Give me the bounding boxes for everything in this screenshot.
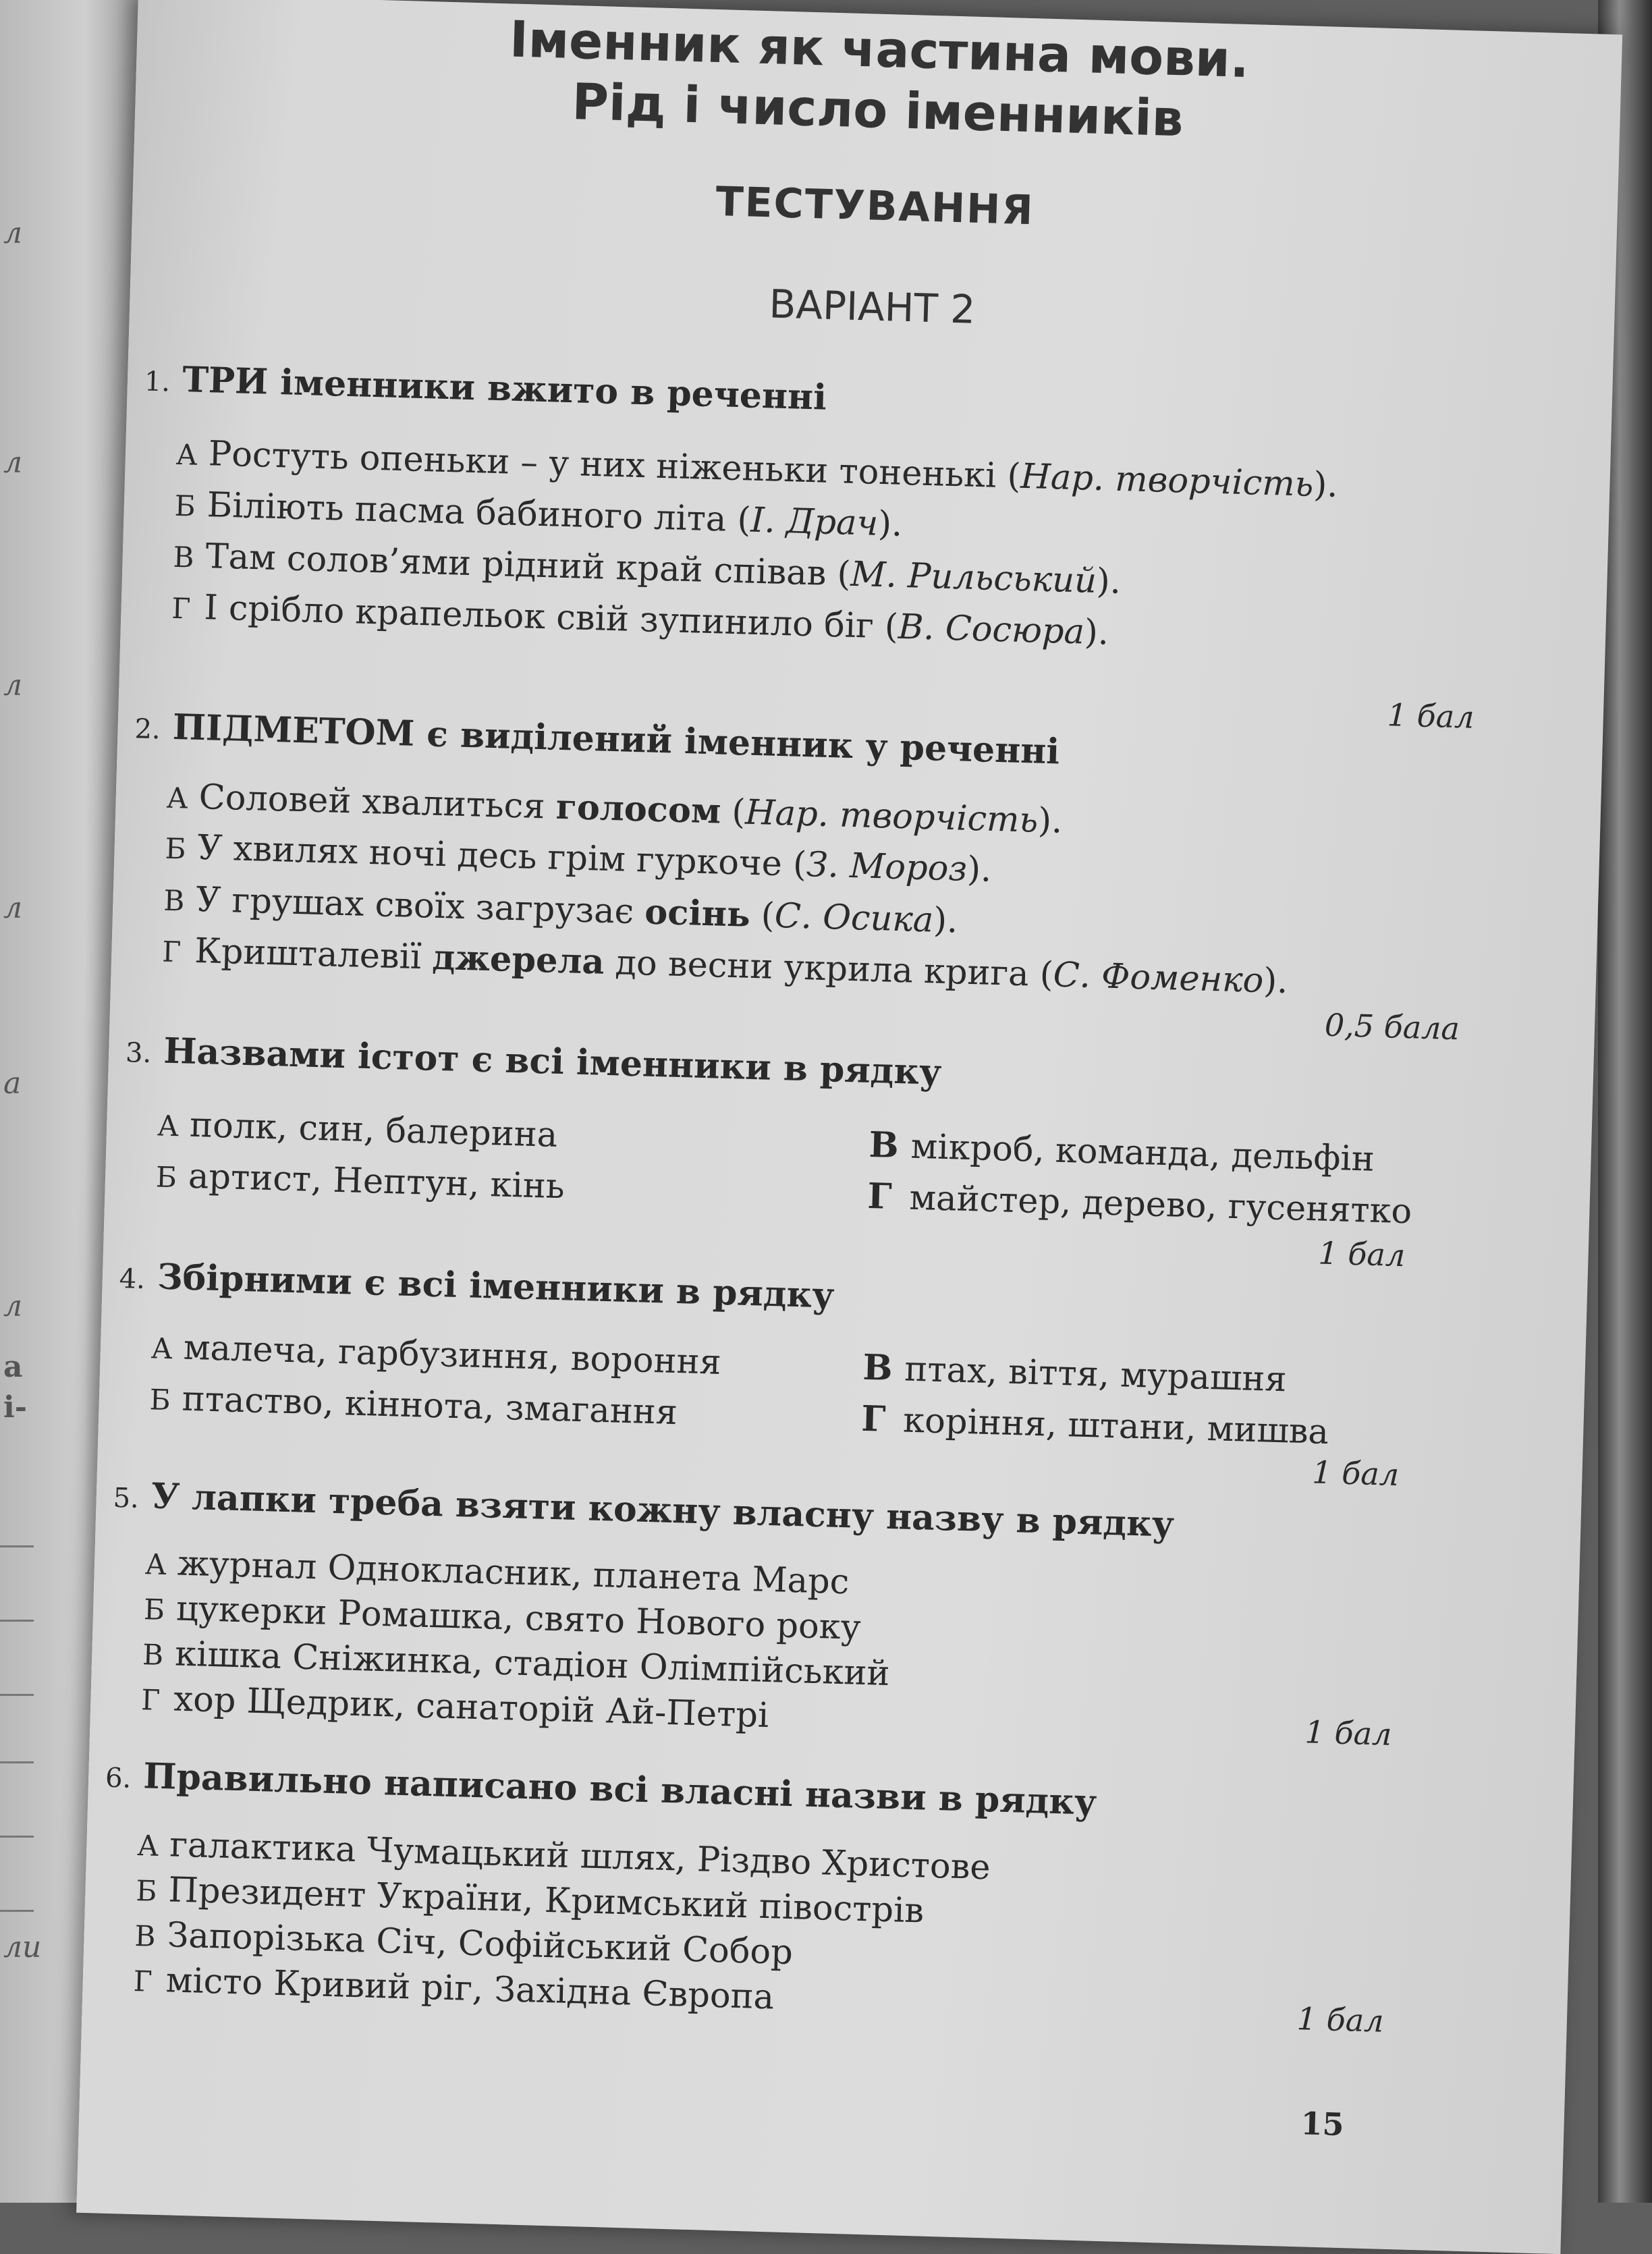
question-number: 3.	[125, 1037, 152, 1070]
option-letter: Б	[143, 1593, 165, 1627]
option-end: ).	[877, 503, 904, 545]
option-text: Соловей хвалиться	[198, 777, 557, 827]
option-text: полк, син, балерина	[189, 1105, 558, 1155]
left-page-rule	[0, 1836, 34, 1838]
option-letter: В	[134, 1919, 157, 1953]
option-text: малеча, гарбузиння, вороння	[183, 1327, 722, 1383]
option-text: Кришталевії	[194, 931, 433, 978]
question-points: 1 бал	[1311, 1454, 1400, 1493]
left-page-fragment: і-	[3, 1390, 27, 1425]
option-letter: Б	[164, 831, 187, 866]
question-4	[119, 1255, 835, 1317]
left-page-fragment: л	[3, 1289, 23, 1323]
option-letter: А	[157, 1109, 180, 1143]
option-letter: А	[144, 1547, 167, 1582]
left-page-rule	[0, 1694, 34, 1696]
option-source: Нар. творчість	[1020, 456, 1315, 505]
option-letter: В	[868, 1124, 900, 1167]
option-text: цукерки Ромашка, свято Нового року	[175, 1589, 862, 1648]
option-source: І. Драч	[750, 500, 879, 544]
answer-option	[150, 1327, 721, 1383]
question-text: Назвами істот є всі іменники в рядку	[163, 1030, 943, 1093]
option-letter: А	[136, 1829, 159, 1863]
option-text: журнал Однокласник, планета Марс	[177, 1543, 850, 1603]
option-text: (	[749, 895, 775, 936]
option-end: ).	[1096, 561, 1122, 602]
left-page-rule	[0, 1545, 34, 1547]
question-text: ТРИ іменники вжито в реченні	[182, 359, 827, 418]
option-text: артист, Нептун, кінь	[188, 1156, 566, 1207]
question-6	[105, 1755, 1097, 1823]
left-page-fragment: а	[3, 1350, 23, 1384]
answer-option	[165, 827, 992, 890]
option-text: місто Кривий ріг, Західна Європа	[165, 1960, 775, 2018]
option-letter: Б	[135, 1874, 158, 1908]
option-letter: Г	[133, 1964, 153, 1998]
option-letter: Б	[174, 489, 196, 523]
left-page-fragment: л	[3, 445, 23, 480]
option-source: С. Осика	[773, 896, 935, 941]
option-letter: А	[166, 781, 189, 815]
question-text: У лапки треба взяти кожну власну назву в рядку	[150, 1475, 1175, 1545]
highlighted-noun: джерела	[431, 937, 605, 983]
option-letter: Г	[860, 1398, 887, 1440]
question-5	[113, 1475, 1175, 1545]
option-source: Нар. творчість	[744, 792, 1039, 841]
question-text: ПІДМЕТОМ є виділений іменник у реченні	[172, 706, 1060, 773]
left-page-rule	[0, 1910, 34, 1912]
question-number: 6.	[105, 1762, 132, 1794]
option-text: У хвилях ночі десь грім гуркоче (	[196, 827, 807, 885]
option-end: ).	[966, 849, 993, 890]
answer-option	[861, 1398, 1329, 1452]
option-end: ).	[1263, 961, 1289, 1002]
option-source: З. Мороз	[806, 845, 968, 889]
left-page-fragment: л	[3, 216, 23, 250]
answer-option	[869, 1124, 1375, 1180]
question-2	[134, 705, 1060, 772]
question-points: 1 бал	[1387, 696, 1475, 736]
option-text: галактика Чумацький шлях, Різдво Христове	[169, 1825, 991, 1888]
option-text: Президент України, Кримський півострів	[167, 1870, 925, 1931]
left-page-fragment: л	[3, 891, 23, 925]
page-number: 15	[1300, 2105, 1345, 2143]
option-text: коріння, штани, мишва	[902, 1400, 1329, 1453]
question-3	[125, 1029, 942, 1093]
highlighted-noun: осінь	[644, 891, 751, 935]
option-text: У грушах своїх загрузає	[195, 879, 646, 933]
option-text: майстер, дерево, гусенятко	[908, 1178, 1412, 1232]
answer-option	[157, 1104, 558, 1155]
question-points: 1 бал	[1304, 1713, 1393, 1753]
book-page	[76, 0, 1622, 2254]
option-text: Там солов’ями рідний край співав (	[204, 537, 852, 595]
option-text: І срібло крапельок свій зупинило біг (	[203, 588, 899, 647]
option-text: Ростуть опеньки – у них ніженьки тоненькі (	[208, 434, 1022, 497]
highlighted-noun: голосом	[555, 786, 722, 832]
question-points: 0,5 бала	[1324, 1006, 1460, 1047]
option-letter: Б	[155, 1160, 177, 1194]
variant-heading: ВАРІАНТ 2	[768, 281, 976, 333]
answer-option	[155, 1155, 565, 1207]
question-1	[144, 358, 827, 418]
option-source: С. Фоменко	[1052, 955, 1265, 1001]
left-page-fragment: л	[3, 668, 23, 703]
answer-option	[862, 1347, 1288, 1400]
option-text: до весни укрила крига (	[603, 942, 1054, 995]
question-number: 5.	[113, 1482, 140, 1514]
question-text: Правильно написано всі власні назви в рядку	[142, 1755, 1098, 1823]
option-letter: Г	[140, 1683, 161, 1717]
answer-option	[149, 1378, 678, 1433]
option-text: хор Щедрик, санаторій Ай-Петрі	[173, 1679, 770, 1736]
option-source: В. Сосюра	[898, 607, 1085, 653]
option-letter: А	[175, 437, 198, 472]
option-source: М. Рильський	[850, 554, 1097, 601]
option-text: птах, віття, мурашня	[904, 1349, 1288, 1400]
section-subtitle: ТЕСТУВАННЯ	[715, 178, 1035, 235]
option-end: ).	[1037, 800, 1064, 842]
answer-option	[162, 930, 1289, 1002]
question-number: 1.	[144, 366, 171, 398]
answer-option	[867, 1176, 1412, 1232]
option-text: мікроб, команда, дельфін	[910, 1126, 1375, 1180]
left-page-fragment: ли	[3, 1930, 42, 1964]
option-end: ).	[933, 900, 959, 941]
option-text: птаство, кіннота, змагання	[182, 1379, 678, 1433]
question-points: 1 бал	[1296, 2000, 1385, 2039]
option-letter: Б	[149, 1383, 171, 1417]
option-letter: В	[173, 540, 195, 574]
answer-option	[163, 879, 958, 941]
option-letter: В	[862, 1346, 893, 1389]
option-letter: Г	[171, 591, 192, 626]
option-letter: В	[142, 1638, 164, 1672]
option-letter: В	[163, 883, 186, 918]
option-letter: Г	[161, 935, 182, 969]
question-text: Збірними є всі іменники в рядку	[157, 1256, 835, 1317]
option-end: ).	[1313, 464, 1339, 505]
answer-option	[174, 485, 903, 545]
page-title-line-2: Рід і число іменників	[571, 73, 1184, 148]
option-text: (	[720, 792, 746, 833]
option-text: Біліють пасма бабиного літа (	[206, 485, 752, 541]
option-text: Запорізька Січ, Софійський Собор	[166, 1915, 794, 1973]
left-page-rule	[0, 1761, 34, 1763]
option-letter: А	[150, 1331, 173, 1366]
question-number: 2.	[134, 713, 161, 746]
left-page-fragment: а	[3, 1066, 22, 1101]
page-title-line-1: Іменник як частина мови.	[509, 10, 1250, 89]
question-points: 1 бал	[1317, 1234, 1406, 1274]
question-number: 4.	[119, 1263, 146, 1296]
option-letter: Г	[866, 1175, 893, 1217]
option-text: кішка Сніжинка, стадіон Олімпійський	[174, 1634, 891, 1695]
left-page-rule	[0, 1620, 34, 1622]
option-end: ).	[1084, 612, 1109, 653]
